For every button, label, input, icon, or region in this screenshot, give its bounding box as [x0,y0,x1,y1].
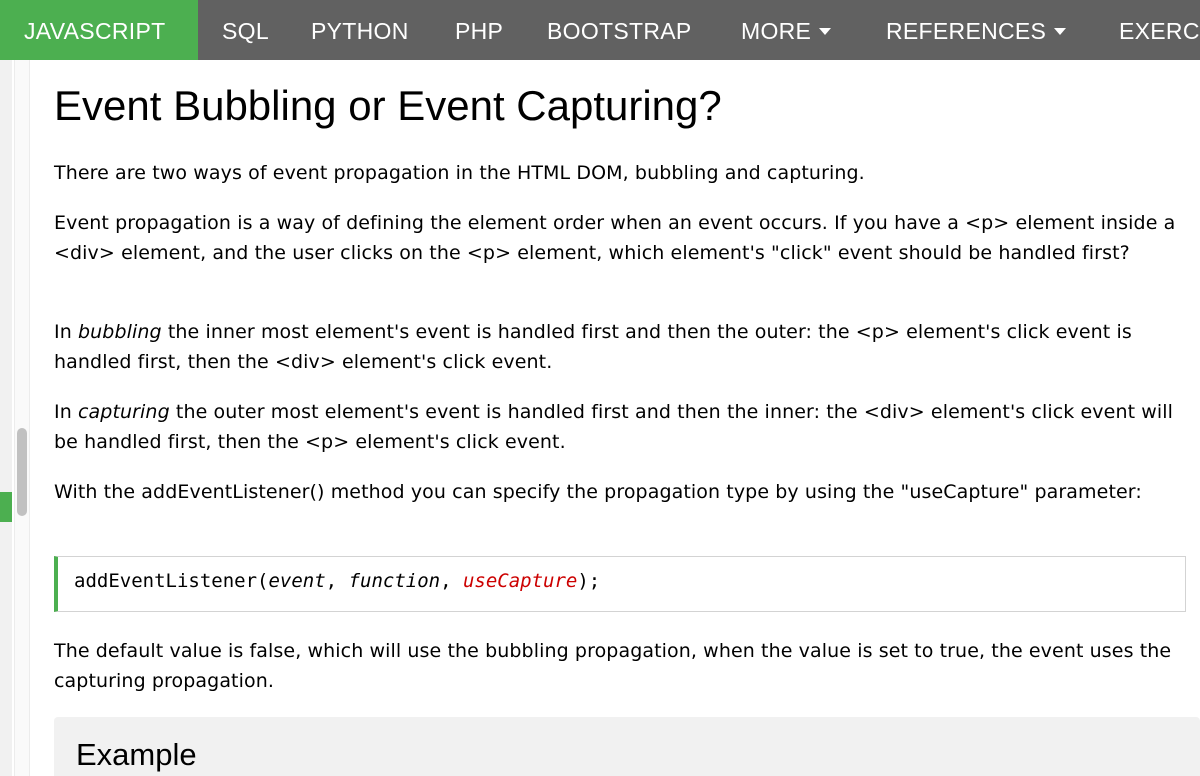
capturing-prefix: In [54,401,78,423]
nav-item-label: MORE [741,18,812,44]
code-function: addEventListener( [74,570,269,592]
nav-item-label: SQL [222,18,269,44]
code-separator: , [440,570,463,592]
nav-item-label: PYTHON [311,18,409,44]
code-end: ); [577,570,601,592]
top-navigation [0,0,1200,60]
nav-item-label: REFERENCES [886,18,1047,44]
example-panel [54,717,1200,776]
nav-item-label: PHP [455,18,504,44]
nav-item-label: BOOTSTRAP [547,18,692,44]
code-arg-usecapture: useCapture [462,570,578,592]
example-heading: Example [76,737,197,772]
nav-item-label: EXERC [1119,18,1200,44]
capturing-text: the outer most element's event is handled first and then the inner: the <div> element's click event will be handled first, then the <p> element's click event. [54,401,1174,453]
nav-item-bootstrap[interactable] [523,0,716,60]
bubbling-prefix: In [54,321,78,343]
sidebar-edge [0,60,12,776]
nav-item-sql[interactable] [198,0,293,60]
caret-down-icon [1054,28,1066,35]
nav-item-more[interactable] [717,0,855,60]
usecapture-paragraph: With the addEventListener() method you can specify the propagation type by using the "useCapture" parameter: [54,481,1142,503]
capturing-paragraph [54,397,1190,457]
propagation-paragraph: Event propagation is a way of defining the element order when an event occurs. If you have a <p> element inside a <div> element, and the user clicks on the <p> element, which element's "click" event should be handled first? [54,212,1176,264]
code-arg-function: function [348,570,441,592]
bubbling-text: the inner most element's event is handled first and then the outer: the <p> element's click event is handled first, then the <div> element's click event. [54,321,1132,373]
nav-item-label: JAVASCRIPT [24,18,166,44]
intro-paragraph: There are two ways of event propagation in the HTML DOM, bubbling and capturing. [54,162,865,184]
page-title: Event Bubbling or Event Capturing? [54,82,722,129]
caret-down-icon [819,28,831,35]
code-arg-event: event [268,570,326,592]
code-snippet [54,556,1186,612]
nav-item-exercises[interactable] [1095,0,1200,60]
nav-item-php[interactable] [431,0,527,60]
code-separator: , [325,570,349,592]
capturing-term: capturing [78,401,170,423]
sidebar-scrollbar-thumb[interactable] [17,428,27,516]
bubbling-term: bubbling [78,321,162,343]
code-line [74,570,600,592]
nav-item-javascript[interactable] [0,0,198,60]
bubbling-paragraph [54,317,1190,377]
default-value-paragraph: The default value is false, which will use the bubbling propagation, when the value is set to true, the event uses the capturing propagation. [54,640,1172,692]
sidebar-active-indicator[interactable] [0,492,12,522]
sidebar-scrollbar-track[interactable] [14,60,30,776]
nav-item-references[interactable] [862,0,1090,60]
nav-item-python[interactable] [287,0,433,60]
